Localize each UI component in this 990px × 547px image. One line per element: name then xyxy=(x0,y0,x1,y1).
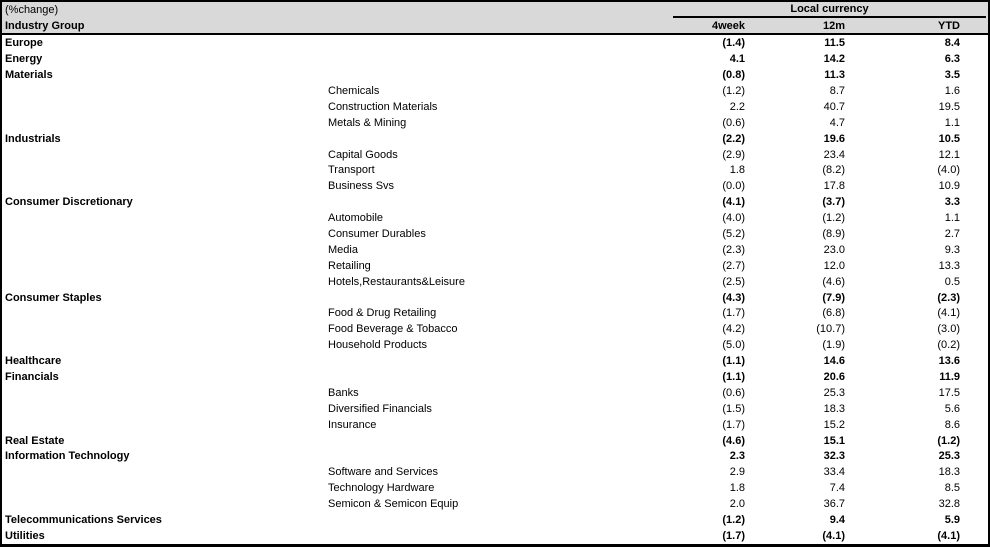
cell-ytd-value: 5.6 xyxy=(944,402,960,415)
cell-12m-value: (6.8) xyxy=(822,307,845,320)
cell-12m-value: 8.7 xyxy=(829,84,845,97)
cell-4week-value: (1.7) xyxy=(722,418,745,431)
table-row xyxy=(2,401,988,417)
cell-industry-label: Consumer Discretionary xyxy=(5,196,133,209)
cell-12m-value: 20.6 xyxy=(823,370,845,383)
table-row xyxy=(2,115,988,131)
cell-ytd-value: (4.0) xyxy=(937,164,960,177)
cell-ytd-value: 2.7 xyxy=(944,227,960,240)
cell-ytd-value: (1.2) xyxy=(937,434,960,447)
cell-industry-label: Healthcare xyxy=(5,355,62,368)
cell-industry-label: Consumer Durables xyxy=(328,227,426,240)
cell-ytd-value: (0.2) xyxy=(937,339,960,352)
cell-4week-value: (4.3) xyxy=(722,291,745,304)
cell-ytd-value: 17.5 xyxy=(938,386,960,399)
cell-ytd-value: (3.0) xyxy=(937,323,960,336)
cell-4week-value: (4.1) xyxy=(722,196,745,209)
cell-12m-value: 36.7 xyxy=(823,498,845,511)
cell-12m-value: 33.4 xyxy=(823,466,845,479)
cell-12m-value: 9.4 xyxy=(829,513,845,526)
cell-12m-value: (1.9) xyxy=(822,339,845,352)
cell-4week-value: (2.7) xyxy=(722,259,745,272)
cell-12m-value: 12.0 xyxy=(823,259,845,272)
table-row xyxy=(2,99,988,115)
cell-12m-value: (10.7) xyxy=(816,323,845,336)
cell-4week-value: (2.5) xyxy=(722,275,745,288)
cell-12m-value: (7.9) xyxy=(822,291,845,304)
cell-4week-value: 2.2 xyxy=(729,100,745,113)
table-row xyxy=(2,448,988,464)
cell-industry-label: Household Products xyxy=(328,339,428,352)
cell-ytd-value: 11.9 xyxy=(939,370,960,383)
cell-4week-value: 2.0 xyxy=(729,498,745,511)
cell-industry-label: Telecommunications Services xyxy=(5,513,162,526)
cell-4week-value: 2.9 xyxy=(729,466,745,479)
cell-4week-value: 2.3 xyxy=(729,450,745,463)
cell-industry-label: Insurance xyxy=(328,418,377,431)
table-row xyxy=(2,242,988,258)
table-row xyxy=(2,480,988,496)
table-row xyxy=(2,496,988,512)
table-row xyxy=(2,147,988,163)
table-row xyxy=(2,258,988,274)
cell-ytd-value: 19.5 xyxy=(938,100,960,113)
cell-industry-label: Financials xyxy=(5,370,59,383)
cell-4week-value: (4.0) xyxy=(722,212,745,225)
cell-4week-value: (0.0) xyxy=(722,180,745,193)
cell-4week-value: (1.2) xyxy=(722,513,745,526)
table-row xyxy=(2,417,988,433)
cell-industry-label: Diversified Financials xyxy=(328,402,432,415)
cell-ytd-value: 10.5 xyxy=(938,132,960,145)
cell-ytd-value: 32.8 xyxy=(938,498,960,511)
cell-12m-value: (3.7) xyxy=(822,196,845,209)
cell-12m-value: 14.2 xyxy=(823,53,845,66)
cell-industry-label: Metals & Mining xyxy=(328,116,407,129)
cell-industry-label: Retailing xyxy=(328,259,371,272)
cell-industry-label: Information Technology xyxy=(5,450,130,463)
cell-ytd-value: 1.6 xyxy=(944,84,960,97)
cell-4week-value: (1.4) xyxy=(722,37,745,50)
table-row xyxy=(2,290,988,306)
cell-industry-label: Construction Materials xyxy=(328,100,438,113)
cell-ytd-value: 8.4 xyxy=(944,37,960,50)
table-body xyxy=(2,34,988,544)
cell-12m-value: 32.3 xyxy=(823,450,845,463)
cell-industry-label: Energy xyxy=(5,53,43,66)
cell-4week-value: (0.8) xyxy=(722,69,745,82)
percent-change-note: (%change) xyxy=(2,2,560,18)
cell-ytd-value: 10.9 xyxy=(938,180,960,193)
cell-industry-label: Real Estate xyxy=(5,434,65,447)
table-row xyxy=(2,305,988,321)
cell-4week-value: (1.1) xyxy=(722,370,745,383)
cell-industry-label: Food Beverage & Tobacco xyxy=(328,323,458,336)
cell-ytd-value: 8.6 xyxy=(944,418,960,431)
cell-12m-value: 23.4 xyxy=(823,148,845,161)
cell-ytd-value: 1.1 xyxy=(944,212,960,225)
cell-12m-value: 7.4 xyxy=(829,482,845,495)
cell-12m-value: 25.3 xyxy=(823,386,845,399)
cell-ytd-value: 25.3 xyxy=(938,450,960,463)
currency-group-cell xyxy=(560,2,988,18)
cell-12m-value: 18.3 xyxy=(823,402,845,415)
cell-4week-value: (0.6) xyxy=(722,386,745,399)
cell-ytd-value: (2.3) xyxy=(937,291,960,304)
cell-4week-value: 1.8 xyxy=(729,164,745,177)
cell-12m-value: 14.6 xyxy=(823,355,845,368)
cell-ytd-value: (4.1) xyxy=(937,307,960,320)
cell-12m-value: (8.9) xyxy=(822,227,845,240)
cell-4week-value: (1.2) xyxy=(722,84,745,97)
table-row xyxy=(2,369,988,385)
table-row xyxy=(2,274,988,290)
cell-industry-label: Chemicals xyxy=(328,84,380,97)
cell-industry-label: Consumer Staples xyxy=(5,291,102,304)
cell-industry-label: Materials xyxy=(5,69,53,82)
cell-industry-label: Food & Drug Retailing xyxy=(328,307,437,320)
cell-ytd-value: 0.5 xyxy=(944,275,960,288)
cell-12m-value: 4.7 xyxy=(829,116,845,129)
cell-ytd-value: 5.9 xyxy=(944,513,960,526)
table-row xyxy=(2,83,988,99)
table-row xyxy=(2,162,988,178)
cell-industry-label: Industrials xyxy=(5,132,61,145)
cell-industry-label: Europe xyxy=(5,37,43,50)
cell-industry-label: Semicon & Semicon Equip xyxy=(328,498,459,511)
col-header-12m: 12m xyxy=(745,18,845,34)
cell-industry-label: Utilities xyxy=(5,529,45,542)
cell-4week-value: (1.7) xyxy=(722,307,745,320)
cell-12m-value: 23.0 xyxy=(823,243,845,256)
cell-industry-label: Media xyxy=(328,243,358,256)
currency-group-header: Local currency xyxy=(673,2,986,18)
cell-4week-value: (2.9) xyxy=(722,148,745,161)
cell-4week-value: (4.6) xyxy=(722,434,745,447)
cell-4week-value: (1.5) xyxy=(722,402,745,415)
cell-4week-value: (5.2) xyxy=(722,227,745,240)
cell-ytd-value: 18.3 xyxy=(938,466,960,479)
table-row xyxy=(2,353,988,369)
cell-12m-value: 11.5 xyxy=(824,37,845,50)
cell-ytd-value: 3.5 xyxy=(944,69,960,82)
cell-ytd-value: 9.3 xyxy=(944,243,960,256)
header-row-top xyxy=(2,2,988,18)
table-row xyxy=(2,385,988,401)
table-row xyxy=(2,178,988,194)
table-row xyxy=(2,194,988,210)
header-row-columns xyxy=(2,18,988,34)
col-header-4week: 4week xyxy=(560,18,745,34)
cell-4week-value: (1.7) xyxy=(722,529,745,542)
cell-4week-value: (5.0) xyxy=(722,339,745,352)
table-row xyxy=(2,51,988,67)
cell-industry-label: Software and Services xyxy=(328,466,439,479)
cell-ytd-value: 13.3 xyxy=(938,259,960,272)
table-header xyxy=(2,2,988,34)
cell-ytd-value: 6.3 xyxy=(944,53,960,66)
table-row xyxy=(2,34,988,51)
table-row xyxy=(2,67,988,83)
cell-12m-value: (4.6) xyxy=(822,275,845,288)
table-row xyxy=(2,321,988,337)
cell-ytd-value: 12.1 xyxy=(938,148,960,161)
cell-12m-value: 15.2 xyxy=(823,418,845,431)
cell-ytd-value: 13.6 xyxy=(938,355,960,368)
cell-12m-value: (8.2) xyxy=(822,164,845,177)
cell-industry-label: Banks xyxy=(328,386,359,399)
table-row xyxy=(2,464,988,480)
col-header-ytd: YTD xyxy=(845,18,988,34)
table-row xyxy=(2,226,988,242)
cell-4week-value: (1.1) xyxy=(722,355,745,368)
cell-4week-value: (2.2) xyxy=(722,132,745,145)
cell-industry-label: Technology Hardware xyxy=(328,482,435,495)
cell-4week-value: (0.6) xyxy=(722,116,745,129)
cell-ytd-value: 3.3 xyxy=(944,196,960,209)
cell-ytd-value: 8.5 xyxy=(944,482,960,495)
table-row xyxy=(2,131,988,147)
cell-12m-value: 11.3 xyxy=(824,69,845,82)
table-row xyxy=(2,210,988,226)
performance-table xyxy=(2,2,988,544)
cell-12m-value: 15.1 xyxy=(823,434,845,447)
col-header-industry-group: Industry Group xyxy=(2,18,560,34)
cell-4week-value: 4.1 xyxy=(729,53,745,66)
cell-industry-label: Capital Goods xyxy=(328,148,398,161)
cell-industry-label: Transport xyxy=(328,164,375,177)
cell-ytd-value: 1.1 xyxy=(944,116,960,129)
cell-industry-label: Automobile xyxy=(328,212,384,225)
cell-4week-value: (4.2) xyxy=(722,323,745,336)
cell-4week-value: (2.3) xyxy=(722,243,745,256)
cell-12m-value: (1.2) xyxy=(822,212,845,225)
cell-12m-value: 19.6 xyxy=(823,132,845,145)
table-row xyxy=(2,337,988,353)
cell-ytd-value: (4.1) xyxy=(937,529,960,542)
cell-12m-value: 17.8 xyxy=(823,180,845,193)
cell-12m-value: (4.1) xyxy=(822,529,845,542)
cell-12m-value: 40.7 xyxy=(823,100,845,113)
cell-industry-label: Business Svs xyxy=(328,180,395,193)
table-row xyxy=(2,528,988,544)
table-row xyxy=(2,433,988,449)
table-row xyxy=(2,512,988,528)
cell-industry-label: Hotels,Restaurants&Leisure xyxy=(328,275,465,288)
cell-4week-value: 1.8 xyxy=(729,482,745,495)
